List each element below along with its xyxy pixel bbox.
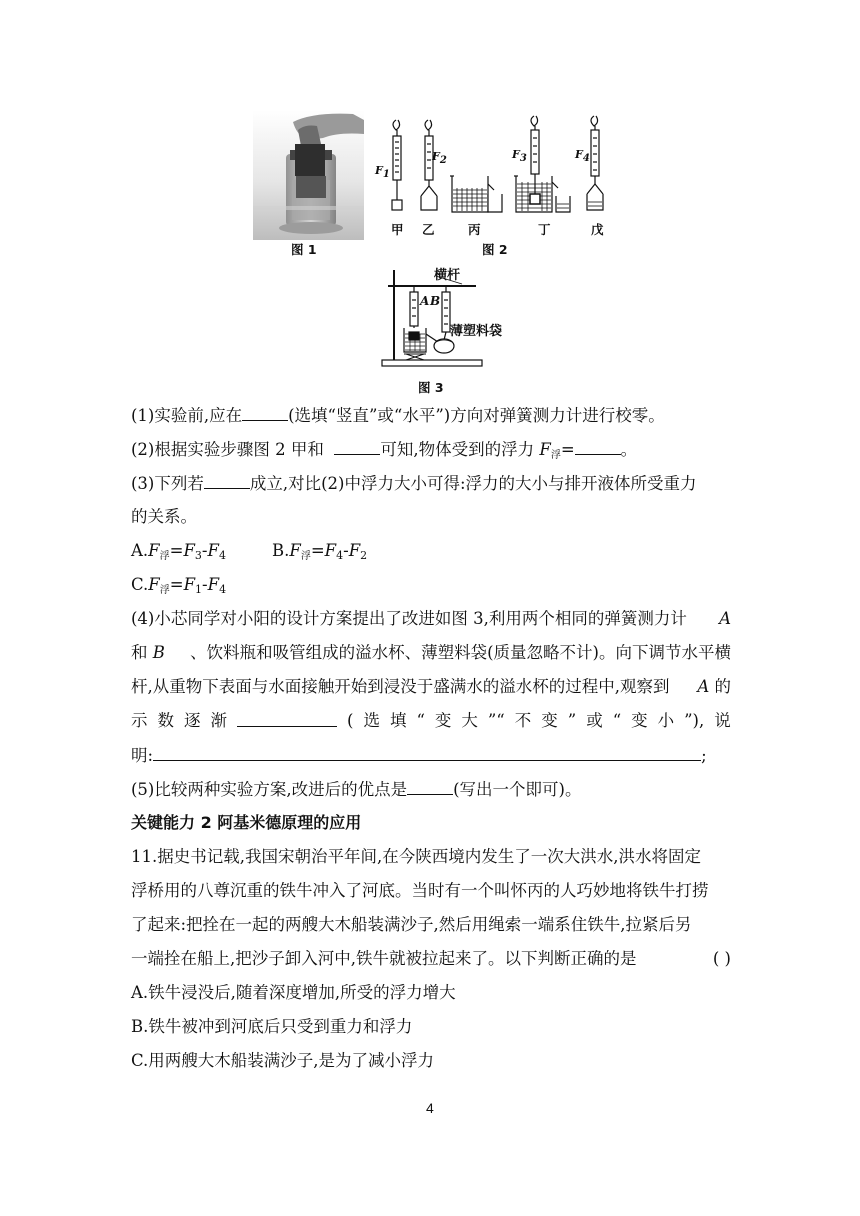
question-11-line-2: 浮桥用的八尊沉重的铁牛冲入了河底。当时有一个叫怀丙的人巧妙地将铁牛打捞 <box>131 881 709 900</box>
question-2: (2)根据实验步骤图 2 甲和 可知,物体受到的浮力 $F_浮=$ 。 <box>131 440 638 461</box>
figure-1-photo <box>253 110 364 240</box>
question-3-cont: 的关系。 <box>131 507 197 526</box>
label-bing: 丙 <box>468 222 481 237</box>
question-11-line-1: 11.据史书记载,我国宋朝治平年间,在今陕西境内发生了一次大洪水,洪水将固定 <box>131 847 701 866</box>
question-4-line-5: 明: ; <box>131 746 707 765</box>
figure-3-caption: 图 3 <box>418 380 444 395</box>
scale-ding <box>514 116 570 212</box>
question-4-line-2: 和 B 、饮料瓶和吸管组成的溢水杯、薄塑料袋(质量忽略不计)。向下调节水平横 <box>131 643 731 662</box>
question-11-option-a[interactable]: A.铁牛浸没后,随着深度增加,所受的浮力增大 <box>131 983 456 1002</box>
label-F3: F3 <box>512 148 527 164</box>
question-4-line-3: 杆,从重物下表面与水面接触开始到浸没于盛满水的溢水杯的过程中,观察到 A 的 <box>131 677 731 696</box>
label-plastic-bag: 薄塑料袋 <box>450 324 503 339</box>
figure-1-caption: 图 1 <box>291 242 317 257</box>
option-c[interactable]: $C.F_浮=F1-F4$ <box>131 575 227 596</box>
question-5: (5)比较两种实验方案,改进后的优点是 (写出一个即可)。 <box>131 780 582 799</box>
answer-blank[interactable] <box>242 404 288 421</box>
question-11-line-3: 了起来:把拴在一起的两艘大木船装满沙子,然后用绳索一端系住铁牛,拉紧后另 <box>131 915 692 934</box>
section-heading: 关键能力 2 阿基米德原理的应用 <box>131 813 362 832</box>
label-jia: 甲 <box>391 222 404 237</box>
label-F1: F1 <box>375 164 390 180</box>
figure-2-caption: 图 2 <box>482 242 508 257</box>
question-11-option-b[interactable]: B.铁牛被冲到河底后只受到重力和浮力 <box>131 1017 413 1036</box>
question-3: (3)下列若 成立,对比(2)中浮力大小可得:浮力的大小与排开液体所受重力 <box>131 474 697 493</box>
label-F2: F2 <box>432 150 447 166</box>
answer-blank[interactable] <box>575 438 621 455</box>
answer-blank[interactable] <box>237 710 337 727</box>
label-ding: 丁 <box>538 222 551 237</box>
answer-blank[interactable] <box>204 472 250 489</box>
answer-blank[interactable] <box>334 438 380 455</box>
question-3-option-c <box>131 574 731 602</box>
question-4-line-1: (4)小芯同学对小阳的设计方案提出了改进如图 3,利用两个相同的弹簧测力计 A <box>131 609 731 628</box>
label-B: B <box>430 294 441 308</box>
figure-3-diagram <box>380 262 520 374</box>
label-A: A <box>420 294 430 308</box>
answer-blank[interactable] <box>153 744 701 761</box>
question-4-line-4: 示 数 逐 渐 ( 选 填 “ 变 大 ”“ 不 变 ” 或 “ 变 小 ”), 说 <box>131 711 731 730</box>
label-crossbar: 横杆 <box>434 268 461 283</box>
answer-blank[interactable] <box>407 778 453 795</box>
answer-bracket[interactable]: ( ) <box>712 949 731 968</box>
option-a[interactable]: $A.F_浮=F3-F4$ <box>131 541 226 562</box>
question-1: (1)实验前,应在 (选填“竖直”或“水平”)方向对弹簧测力计进行校零。 <box>131 406 665 425</box>
question-3-options-ab <box>131 540 731 568</box>
figure-2-diagram <box>372 112 617 242</box>
label-F4: F4 <box>575 148 590 164</box>
page-number: 4 <box>426 1100 434 1116</box>
question-11-line-4: 一端拴在船上,把沙子卸入河中,铁牛就被拉起来了。以下判断正确的是 ( ) <box>131 949 731 968</box>
scale-jia <box>392 120 402 210</box>
option-b[interactable]: $B.F_浮=F4-F2$ <box>272 541 368 562</box>
label-wu: 戊 <box>591 222 604 237</box>
beaker-bing <box>450 176 502 212</box>
question-11-option-c[interactable]: C.用两艘大木船装满沙子,是为了减小浮力 <box>131 1051 435 1070</box>
label-yi: 乙 <box>422 222 435 237</box>
